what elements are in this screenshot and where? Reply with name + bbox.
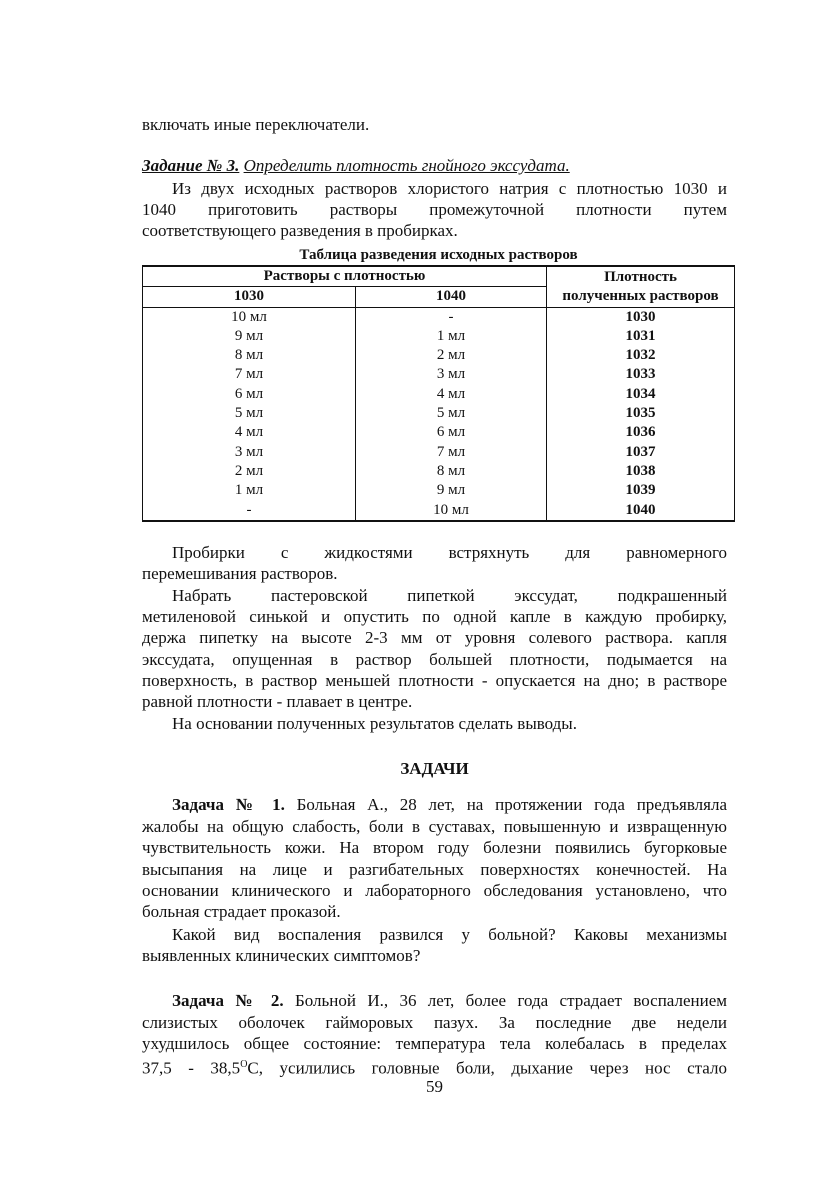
table-row bbox=[143, 346, 735, 365]
table-row bbox=[143, 481, 735, 500]
cell-1030: 4 мл bbox=[143, 423, 356, 442]
cell-1030: 9 мл bbox=[143, 327, 356, 346]
table-row bbox=[143, 423, 735, 442]
cell-1030: 3 мл bbox=[143, 443, 356, 462]
col3-header bbox=[547, 266, 735, 307]
cell-1040: 10 мл bbox=[356, 501, 547, 521]
after-table-line-8: равной плотности - плавает в центре. bbox=[142, 692, 413, 711]
cell-density: 1033 bbox=[547, 365, 735, 384]
cell-1040: 4 мл bbox=[356, 385, 547, 404]
after-table-line-4: метиленовой синькой и опустить по одной капле в каждую пробирку, bbox=[142, 607, 727, 626]
problem2-line-4 bbox=[142, 1054, 727, 1079]
col3-header-line2: полученных растворов bbox=[562, 287, 719, 304]
table-row bbox=[143, 443, 735, 462]
cell-density: 1030 bbox=[547, 307, 735, 327]
top-line: включать иные переключатели. bbox=[142, 115, 370, 134]
after-table-line-2: перемешивания растворов. bbox=[142, 564, 338, 583]
cell-density: 1039 bbox=[547, 481, 735, 500]
table-row bbox=[143, 307, 735, 327]
cell-1040: 1 мл bbox=[356, 327, 547, 346]
table-row bbox=[143, 501, 735, 521]
problem2-last-line: С, усилились головные боли, дыхание через нос стало bbox=[247, 1058, 727, 1078]
problem1-line-1 bbox=[172, 794, 727, 815]
cell-1040: 2 мл bbox=[356, 346, 547, 365]
problem2-line-2: слизистых оболочек гайморовых пазух. За последние две недели bbox=[142, 1013, 727, 1032]
col1-header: 1030 bbox=[143, 287, 356, 307]
degree-sup: O bbox=[240, 1059, 248, 1070]
after-table-line-1: Пробирки с жидкостями встряхнуть для равномерного bbox=[172, 543, 727, 562]
task3-title: Определить плотность гнойного экссудата. bbox=[243, 156, 570, 175]
problem2-line-3: ухудшилось общее состояние: температура тела колебалась в пределах bbox=[142, 1034, 727, 1053]
cell-1030: 1 мл bbox=[143, 481, 356, 500]
cell-1040: 5 мл bbox=[356, 404, 547, 423]
problem2-first-line: Больной И., 36 лет, более года страдает воспалением bbox=[295, 991, 728, 1010]
problem1-line-7: Какой вид воспаления развился у больной? Каковы механизмы bbox=[172, 925, 727, 944]
table-row bbox=[143, 404, 735, 423]
cell-1030: - bbox=[143, 501, 356, 521]
after-table-line-7: поверхность, в раствор меньшей плотности - опускается на дно; в растворе bbox=[142, 671, 727, 690]
cell-1030: 6 мл bbox=[143, 385, 356, 404]
group-header: Растворы с плотностью bbox=[143, 266, 547, 287]
cell-density: 1035 bbox=[547, 404, 735, 423]
problem1-line-8: выявленных клинических симптомов? bbox=[142, 946, 421, 965]
cell-1040: 6 мл bbox=[356, 423, 547, 442]
problem1-line-5: основании клинического и лабораторного обследования установлено, что bbox=[142, 881, 727, 900]
problem1-first-line: Больная А., 28 лет, на протяжении года предъявляла bbox=[296, 795, 728, 814]
cell-density: 1034 bbox=[547, 385, 735, 404]
cell-1040: 7 мл bbox=[356, 443, 547, 462]
cell-1030: 7 мл bbox=[143, 365, 356, 384]
cell-density: 1032 bbox=[547, 346, 735, 365]
problem1-line-2: жалобы на общую слабость, боли в суставах, повышенную и извращенную bbox=[142, 817, 727, 836]
problem2-temp: 37,5 - 38,5 bbox=[142, 1058, 241, 1078]
after-table-line-6: экссудата, опущенная в раствор большей плотности, подымается на bbox=[142, 650, 727, 669]
cell-1030: 10 мл bbox=[143, 307, 356, 327]
cell-density: 1036 bbox=[547, 423, 735, 442]
table-row bbox=[143, 385, 735, 404]
task3-line-3: соответствующего разведения в пробирках. bbox=[142, 221, 458, 240]
cell-density: 1040 bbox=[547, 501, 735, 521]
cell-1030: 8 мл bbox=[143, 346, 356, 365]
col2-header: 1040 bbox=[356, 287, 547, 307]
problem1-line-3: чувствительность кожи. На втором году болезни появились бугорковые bbox=[142, 838, 727, 857]
cell-1040: 9 мл bbox=[356, 481, 547, 500]
cell-density: 1037 bbox=[547, 443, 735, 462]
cell-1030: 2 мл bbox=[143, 462, 356, 481]
cell-1040: - bbox=[356, 307, 547, 327]
task3-heading bbox=[142, 155, 570, 176]
cell-1040: 8 мл bbox=[356, 462, 547, 481]
task3-label: Задание № 3. bbox=[142, 156, 240, 175]
page-number: 59 bbox=[426, 1077, 443, 1096]
problem1-line-4: высыпания на лице и разгибательных поверхностях конечностей. На bbox=[142, 860, 727, 879]
after-table-line-5: держа пипетку на высоте 2-3 мм от уровня солевого раствора. капля bbox=[142, 628, 727, 647]
col3-header-line1: Плотность bbox=[604, 268, 677, 285]
problem2-line-1 bbox=[172, 990, 727, 1011]
after-table-line-9: На основании полученных результатов сделать выводы. bbox=[172, 714, 577, 733]
table-row bbox=[143, 327, 735, 346]
cell-density: 1031 bbox=[547, 327, 735, 346]
problem1-line-6: больная страдает проказой. bbox=[142, 902, 341, 921]
cell-1040: 3 мл bbox=[356, 365, 547, 384]
cell-1030: 5 мл bbox=[143, 404, 356, 423]
task3-line-1: Из двух исходных растворов хлористого натрия с плотностью 1030 и bbox=[172, 179, 727, 198]
problem1-label: Задача № 1. bbox=[172, 795, 285, 814]
task3-line-2: 1040 приготовить растворы промежуточной плотности путем bbox=[142, 200, 727, 219]
section-title: ЗАДАЧИ bbox=[400, 759, 469, 778]
table-row bbox=[143, 365, 735, 384]
after-table-line-3: Набрать пастеровской пипеткой экссудат, подкрашенный bbox=[172, 586, 727, 605]
table-caption: Таблица разведения исходных растворов bbox=[299, 247, 578, 263]
table-row bbox=[143, 462, 735, 481]
cell-density: 1038 bbox=[547, 462, 735, 481]
problem2-label: Задача № 2. bbox=[172, 991, 284, 1010]
dilution-table bbox=[142, 265, 735, 522]
